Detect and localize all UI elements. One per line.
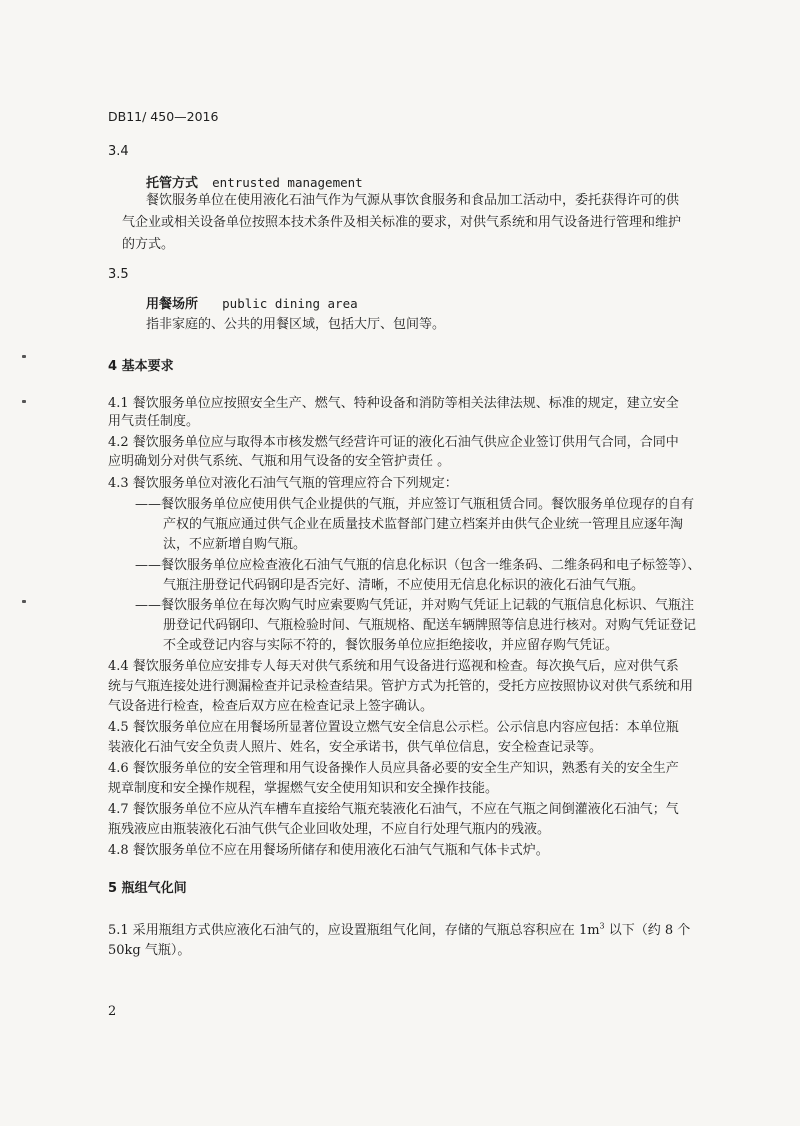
clause-4-3-item-line: 产权的气瓶应通过供气企业在质量技术监督部门建立档案并由供气企业统一管理且应逐年淘 (163, 517, 684, 532)
clause-3-4-def-line: 气企业或相关设备单位按照本技术条件及相关标准的要求，对供气系统和用气设备进行管理和维护 (122, 215, 682, 230)
superscript-3: 3 (599, 921, 605, 931)
clause-5-1-line: 50kg 气瓶）。 (108, 943, 191, 958)
clause-4-1-line: 4.1 餐饮服务单位应按照安全生产、燃气、特种设备和消防等相关法律法规、标准的规定，建立安全 (108, 396, 679, 411)
section-5-heading: 5 瓶组气化间 (108, 881, 187, 896)
clause-4-3-item-line: 汰，不应新增自购气瓶。 (163, 537, 307, 552)
clause-3-4-term (146, 173, 363, 193)
clause-4-5-line: 4.5 餐饮服务单位应在用餐场所显著位置设立燃气安全信息公示栏。公示信息内容应包括：本单位瓶 (108, 720, 679, 735)
clause-5-1-line: 5.1 采用瓶组方式供应液化石油气的，应设置瓶组气化间，存储的气瓶总容积应在 $1m^3$ 以下（约 8 个 (108, 921, 691, 938)
clause-3-4-number: 3.4 (108, 144, 129, 159)
clause-4-6-line: 4.6 餐饮服务单位的安全管理和用气设备操作人员应具备必要的安全生产知识，熟悉有关的安全生产 (108, 761, 679, 776)
section-4-heading: 4 基本要求 (108, 359, 174, 374)
clause-4-3-item-line: 册登记代码钢印、气瓶检验时间、气瓶规格、配送车辆牌照等信息进行核对。对购气凭证登记 (163, 618, 697, 633)
term-en: entrusted management (212, 175, 363, 190)
clause-4-6-line: 规章制度和安全操作规程，掌握燃气安全使用知识和安全操作技能。 (108, 781, 499, 796)
clause-4-5-line: 装液化石油气安全负责人照片、姓名，安全承诺书，供气单位信息，安全检查记录等。 (108, 740, 603, 755)
clause-4-3-intro: 4.3 餐饮服务单位对液化石油气气瓶的管理应符合下列规定： (108, 476, 458, 491)
scan-mark (22, 400, 26, 403)
clause-3-5-term (146, 294, 358, 314)
clause-4-4-line: 气设备进行检查，检查后双方应在检查记录上签字确认。 (108, 699, 434, 714)
term-cn: 托管方式 (146, 176, 199, 191)
clause-3-5-def-line: 指非家庭的、公共的用餐区域，包括大厅、包间等。 (146, 317, 446, 332)
clause-4-4-line: 4.4 餐饮服务单位应安排专人每天对供气系统和用气设备进行巡视和检查。每次换气后，应对供气系 (108, 659, 679, 674)
term-cn: 用餐场所 (146, 297, 199, 312)
clause-4-3-item-line: 不全或登记内容与实际不符的，餐饮服务单位应拒绝接收，并应留存购气凭证。 (163, 638, 619, 653)
clause-4-7-line: 4.7 餐饮服务单位不应从汽车槽车直接给气瓶充装液化石油气，不应在气瓶之间倒灌液化石油气；气 (108, 802, 679, 817)
clause-4-3-item-line: ——餐饮服务单位应检查液化石油气气瓶的信息化标识（包含一维条码、二维条码和电子标签等）、 (135, 558, 701, 573)
clause-4-2-line: 应明确划分对供气系统、气瓶和用气设备的安全管护责任 。 (108, 454, 451, 469)
term-en: public dining area (222, 296, 358, 311)
clause-4-3-item-line: ——餐饮服务单位在每次购气时应索要购气凭证，并对购气凭证上记载的气瓶信息化标识、气瓶注 (135, 598, 695, 613)
clause-3-4-def-line: 的方式。 (122, 237, 175, 252)
document-number: DB11/ 450—2016 (108, 109, 219, 124)
scan-mark (22, 600, 26, 603)
clause-4-3-item-line: 气瓶注册登记代码钢印是否完好、清晰，不应使用无信息化标识的液化石油气气瓶。 (163, 578, 645, 593)
clause-4-4-line: 统与气瓶连接处进行测漏检查并记录检查结果。管护方式为托管的，受托方应按照协议对供气系统和用 (108, 679, 694, 694)
clause-4-8-line: 4.8 餐饮服务单位不应在用餐场所储存和使用液化石油气气瓶和气体卡式炉。 (108, 843, 549, 858)
clause-3-5-number: 3.5 (108, 267, 129, 282)
clause-3-4-def-line: 餐饮服务单位在使用液化石油气作为气源从事饮食服务和食品加工活动中，委托获得许可的供 (146, 193, 680, 208)
page-number: 2 (108, 1004, 117, 1019)
clause-4-2-line: 4.2 餐饮服务单位应与取得本市核发燃气经营许可证的液化石油气供应企业签订供用气合同，合同中 (108, 435, 679, 450)
scan-mark (22, 355, 26, 358)
clause-4-7-line: 瓶残液应由瓶装液化石油气供气企业回收处理，不应自行处理气瓶内的残液。 (108, 822, 551, 837)
clause-4-3-item-line: ——餐饮服务单位应使用供气企业提供的气瓶，并应签订气瓶租赁合同。餐饮服务单位现存的自有 (135, 497, 695, 512)
clause-4-1-line: 用气责任制度。 (108, 414, 200, 429)
